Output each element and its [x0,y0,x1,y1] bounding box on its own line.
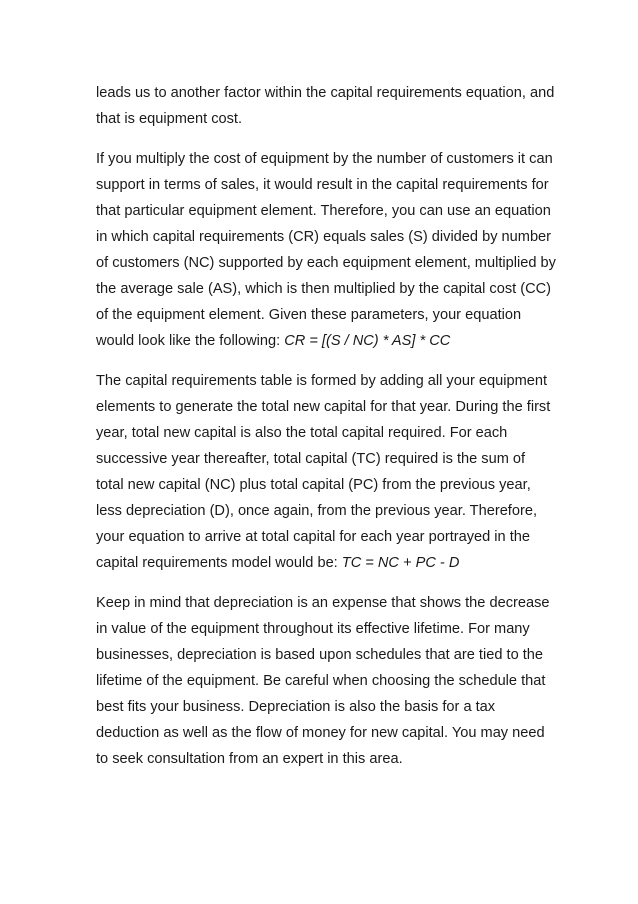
paragraph-4 [96,590,556,772]
paragraph-3-text: The capital requirements table is formed by adding all your equipment elements to generate the total new capital for that year. During the first year, total new capital is also the total capital required. For each successive year thereafter, total capital (TC) required is the sum of total new capital (NC) plus total capital (PC) from the previous year, less depreciation (D), once again, from the previous year. Therefore, your equation to arrive at total capital for each year portrayed in the capital requirements model would be: [96,373,551,571]
paragraph-3 [96,368,556,576]
paragraph-1-text: leads us to another factor within the capital requirements equation, and that is equipment cost. [96,85,555,127]
capital-requirements-equation: CR = [(S / NC) * AS] * CC [284,333,451,349]
paragraph-4-text: Keep in mind that depreciation is an expense that shows the decrease in value of the equipment throughout its effective lifetime. For many businesses, depreciation is based upon schedules that are tied to the lifetime of the equipment. Be careful when choosing the schedule that best fits your business. Depreciation is also the basis for a tax deduction as well as the flow of money for new capital. You may need to seek consultation from an expert in this area. [96,595,550,767]
paragraph-2-text: If you multiply the cost of equipment by the number of customers it can support in terms of sales, it would result in the capital requirements for that particular equipment element. Therefore, you can use an equation in which capital requirements (CR) equals sales (S) divided by number of customers (NC) supported by each equipment element, multiplied by the average sale (AS), which is then multiplied by the capital cost (CC) of the equipment element. Given these parameters, your equation would look like the following: [96,151,556,349]
paragraph-2 [96,146,556,354]
total-capital-equation: TC = NC + PC - D [341,555,460,571]
paragraph-1 [96,80,556,132]
document-page [96,80,556,786]
